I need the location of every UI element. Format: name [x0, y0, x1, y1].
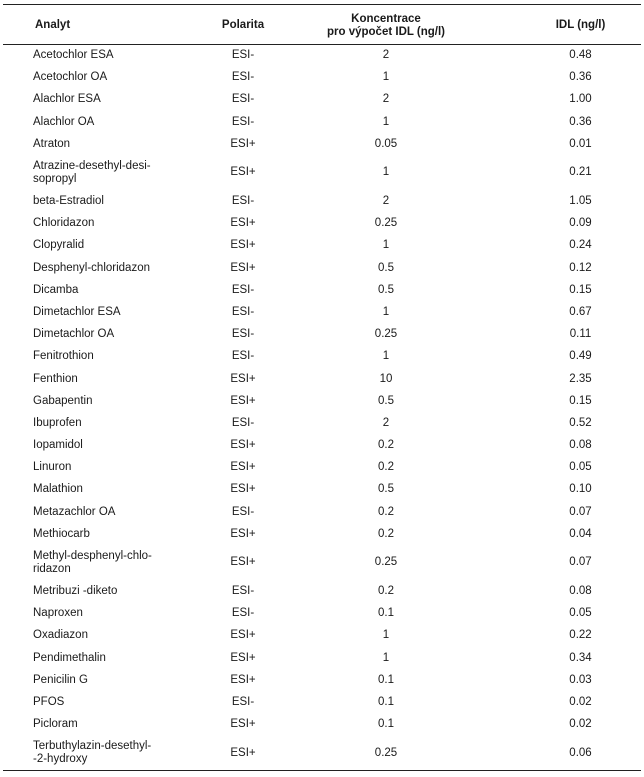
header-polarity: Polarita	[221, 19, 265, 31]
cell-analyte	[3, 714, 198, 736]
table-row	[3, 647, 641, 669]
cell-analyte	[3, 301, 198, 323]
cell-idl: 0.11	[569, 328, 592, 341]
cell-idl: 0.22	[569, 629, 592, 642]
analyte-name: Atrazine-desethyl-desi-	[33, 159, 151, 172]
table-row	[3, 714, 641, 736]
cell-analyte	[3, 669, 198, 691]
cell-idl: 0.09	[569, 217, 592, 230]
cell-analyte	[3, 647, 198, 669]
cell-analyte	[3, 390, 198, 412]
analyte-name: Acetochlor OA	[33, 71, 108, 84]
cell-concentration: 1	[382, 651, 390, 664]
cell-analyte	[3, 190, 198, 212]
analyte-name-continued: sopropyl	[33, 172, 77, 185]
cell-idl: 0.52	[569, 416, 592, 429]
analyte-name: Dimetachlor ESA	[33, 305, 121, 318]
cell-concentration: 0.2	[378, 439, 394, 452]
cell-polarity: ESI-	[231, 283, 255, 296]
table-row	[3, 457, 641, 479]
cell-concentration: 0.2	[378, 461, 394, 474]
cell-polarity: ESI-	[231, 49, 255, 62]
cell-idl: 0.15	[569, 394, 592, 407]
header-concentration	[288, 5, 484, 45]
cell-polarity: ESI-	[231, 305, 255, 318]
table-row	[3, 67, 641, 89]
cell-concentration: 0.05	[374, 137, 398, 150]
cell-polarity: ESI+	[230, 483, 256, 496]
table-row	[3, 545, 641, 580]
analyte-name: Picloram	[33, 718, 78, 731]
cell-concentration: 1	[382, 350, 390, 363]
cell-polarity: ESI+	[230, 673, 256, 686]
table-row	[3, 368, 641, 390]
cell-idl: 0.34	[569, 651, 592, 664]
cell-concentration: 0.2	[378, 585, 394, 598]
cell-analyte	[3, 133, 198, 155]
analyte-name: PFOS	[33, 695, 65, 708]
analyte-name: Naproxen	[33, 607, 83, 620]
cell-analyte	[3, 691, 198, 713]
analyte-name: Iopamidol	[33, 439, 83, 452]
cell-polarity: ESI+	[230, 372, 256, 385]
cell-analyte	[3, 89, 198, 111]
table-row	[3, 235, 641, 257]
cell-idl: 0.36	[569, 115, 592, 128]
cell-polarity: ESI+	[230, 556, 256, 569]
cell-polarity: ESI-	[231, 350, 255, 363]
analyte-name: Desphenyl-chloridazon	[33, 261, 150, 274]
cell-idl: 0.02	[569, 695, 592, 708]
cell-analyte	[3, 324, 198, 346]
idl-table	[3, 4, 641, 771]
cell-idl: 1.00	[569, 93, 592, 106]
cell-concentration: 1	[382, 239, 390, 252]
cell-analyte	[3, 625, 198, 647]
cell-analyte	[3, 580, 198, 602]
cell-idl: 0.01	[569, 137, 592, 150]
cell-idl: 0.49	[569, 350, 592, 363]
analyte-name: Methiocarb	[33, 527, 90, 540]
cell-polarity: ESI-	[231, 71, 255, 84]
table-row	[3, 213, 641, 235]
cell-concentration: 1	[382, 166, 390, 179]
cell-polarity: ESI+	[230, 439, 256, 452]
cell-analyte	[3, 545, 198, 580]
analyte-name-continued: -2-hydroxy	[33, 753, 88, 765]
cell-polarity: ESI+	[230, 217, 256, 230]
table-row	[3, 691, 641, 713]
cell-idl: 0.36	[569, 71, 592, 84]
cell-analyte	[3, 235, 198, 257]
cell-idl: 0.08	[569, 439, 592, 452]
analyte-name: Fenthion	[33, 372, 78, 385]
cell-idl: 0.10	[569, 483, 592, 496]
cell-analyte	[3, 523, 198, 545]
cell-analyte	[3, 279, 198, 301]
cell-analyte	[3, 368, 198, 390]
table-row	[3, 736, 641, 771]
cell-idl: 0.08	[569, 585, 592, 598]
table-row	[3, 111, 641, 133]
cell-polarity: ESI-	[231, 195, 255, 208]
table-row	[3, 155, 641, 190]
cell-idl: 0.21	[569, 166, 592, 179]
cell-concentration: 0.1	[378, 673, 394, 686]
cell-analyte	[3, 155, 198, 190]
table-row	[3, 257, 641, 279]
cell-concentration: 1	[382, 305, 390, 318]
table-row	[3, 45, 641, 67]
table-row	[3, 390, 641, 412]
cell-polarity: ESI+	[230, 137, 256, 150]
cell-polarity: ESI+	[230, 461, 256, 474]
analyte-name: Clopyralid	[33, 239, 85, 252]
analyte-name: Methyl-desphenyl-chlo-	[33, 549, 152, 562]
cell-idl: 0.06	[569, 746, 592, 759]
cell-polarity: ESI-	[231, 416, 255, 429]
cell-polarity: ESI-	[231, 695, 255, 708]
cell-concentration: 0.5	[378, 394, 394, 407]
cell-analyte	[3, 257, 198, 279]
cell-concentration: 0.1	[378, 718, 394, 731]
cell-analyte	[3, 435, 198, 457]
cell-analyte	[3, 45, 198, 67]
cell-concentration: 2	[382, 195, 390, 208]
analyte-name: Gabapentin	[33, 394, 93, 407]
cell-polarity: ESI-	[231, 585, 255, 598]
cell-polarity: ESI-	[231, 505, 255, 518]
cell-analyte	[3, 346, 198, 368]
cell-polarity: ESI+	[230, 746, 256, 759]
cell-concentration: 0.2	[378, 505, 394, 518]
table-header	[3, 5, 641, 45]
analyte-name: Oxadiazon	[33, 629, 88, 642]
cell-concentration: 0.5	[378, 283, 394, 296]
cell-idl: 0.67	[569, 305, 592, 318]
analyte-name: Atraton	[33, 137, 71, 150]
analyte-name: Fenitrothion	[33, 350, 94, 363]
cell-analyte	[3, 736, 198, 771]
cell-idl: 0.15	[569, 283, 592, 296]
cell-analyte	[3, 457, 198, 479]
cell-idl: 0.05	[569, 461, 592, 474]
cell-concentration: 2	[382, 49, 390, 62]
cell-concentration: 0.1	[378, 607, 394, 620]
analyte-name: Ibuprofen	[33, 416, 82, 429]
cell-concentration: 0.25	[374, 328, 398, 341]
table-row	[3, 625, 641, 647]
cell-idl: 0.03	[569, 673, 592, 686]
cell-concentration: 0.5	[378, 261, 394, 274]
cell-idl: 0.02	[569, 718, 592, 731]
cell-idl: 0.24	[569, 239, 592, 252]
cell-analyte	[3, 67, 198, 89]
cell-idl: 0.07	[569, 556, 592, 569]
cell-concentration: 10	[379, 372, 393, 385]
analyte-name: Chloridazon	[33, 217, 95, 230]
table-row	[3, 501, 641, 523]
analyte-name: Alachlor OA	[33, 115, 95, 128]
analyte-name: Metribuzi -diketo	[33, 585, 118, 598]
cell-concentration: 0.25	[374, 746, 398, 759]
cell-polarity: ESI+	[230, 651, 256, 664]
analyte-name: Dimetachlor OA	[33, 328, 115, 341]
cell-concentration: 2	[382, 93, 390, 106]
cell-idl: 0.48	[569, 49, 592, 62]
cell-analyte	[3, 111, 198, 133]
table-row	[3, 190, 641, 212]
table-row	[3, 412, 641, 434]
cell-polarity: ESI+	[230, 629, 256, 642]
analyte-name: Dicamba	[33, 283, 79, 296]
analyte-name: Pendimethalin	[33, 651, 106, 664]
cell-polarity: ESI+	[230, 718, 256, 731]
table-row	[3, 523, 641, 545]
table-row	[3, 603, 641, 625]
table-row	[3, 324, 641, 346]
cell-idl: 0.07	[569, 505, 592, 518]
cell-polarity: ESI-	[231, 115, 255, 128]
table-row	[3, 435, 641, 457]
table-row	[3, 89, 641, 111]
analyte-name: Metazachlor OA	[33, 505, 116, 518]
cell-idl: 1.05	[569, 195, 592, 208]
table-body	[3, 45, 641, 771]
cell-polarity: ESI+	[230, 527, 256, 540]
header-row	[3, 5, 641, 45]
table-row	[3, 133, 641, 155]
analyte-name: beta-Estradiol	[33, 195, 104, 208]
table-row	[3, 346, 641, 368]
cell-polarity: ESI+	[230, 261, 256, 274]
cell-concentration: 0.5	[378, 483, 394, 496]
cell-concentration: 1	[382, 71, 390, 84]
cell-concentration: 0.2	[378, 527, 394, 540]
analyte-name: Penicilin G	[33, 673, 88, 686]
table-row	[3, 669, 641, 691]
cell-concentration: 2	[382, 416, 390, 429]
header-idl: IDL (ng/l)	[555, 19, 606, 31]
cell-polarity: ESI+	[230, 394, 256, 407]
cell-concentration: 0.25	[374, 217, 398, 230]
analyte-name-continued: ridazon	[33, 562, 71, 575]
header-concentration-line1: Koncentrace	[351, 12, 421, 25]
cell-idl: 2.35	[569, 372, 592, 385]
analyte-name: Malathion	[33, 483, 83, 496]
cell-concentration: 1	[382, 629, 390, 642]
cell-polarity: ESI-	[231, 328, 255, 341]
cell-idl: 0.05	[569, 607, 592, 620]
analyte-name: Acetochlor ESA	[33, 49, 114, 62]
cell-concentration: 0.1	[378, 695, 394, 708]
cell-analyte	[3, 501, 198, 523]
cell-analyte	[3, 412, 198, 434]
analyte-name: Linuron	[33, 461, 72, 474]
cell-analyte	[3, 213, 198, 235]
cell-concentration: 0.25	[374, 556, 398, 569]
cell-polarity: ESI+	[230, 239, 256, 252]
analyte-name: Alachlor ESA	[33, 93, 101, 106]
table-row	[3, 479, 641, 501]
cell-concentration: 1	[382, 115, 390, 128]
cell-polarity: ESI-	[231, 607, 255, 620]
cell-analyte	[3, 603, 198, 625]
cell-polarity: ESI-	[231, 93, 255, 106]
analyte-name: Terbuthylazin-desethyl-	[33, 740, 152, 752]
header-analyte: Analyt	[35, 19, 71, 31]
cell-idl: 0.12	[569, 261, 592, 274]
table-row	[3, 580, 641, 602]
table-row	[3, 301, 641, 323]
cell-analyte	[3, 479, 198, 501]
table-row	[3, 279, 641, 301]
cell-idl: 0.04	[569, 527, 592, 540]
header-concentration-line2: pro výpočet IDL (ng/l)	[327, 25, 445, 38]
cell-polarity: ESI+	[230, 166, 256, 179]
